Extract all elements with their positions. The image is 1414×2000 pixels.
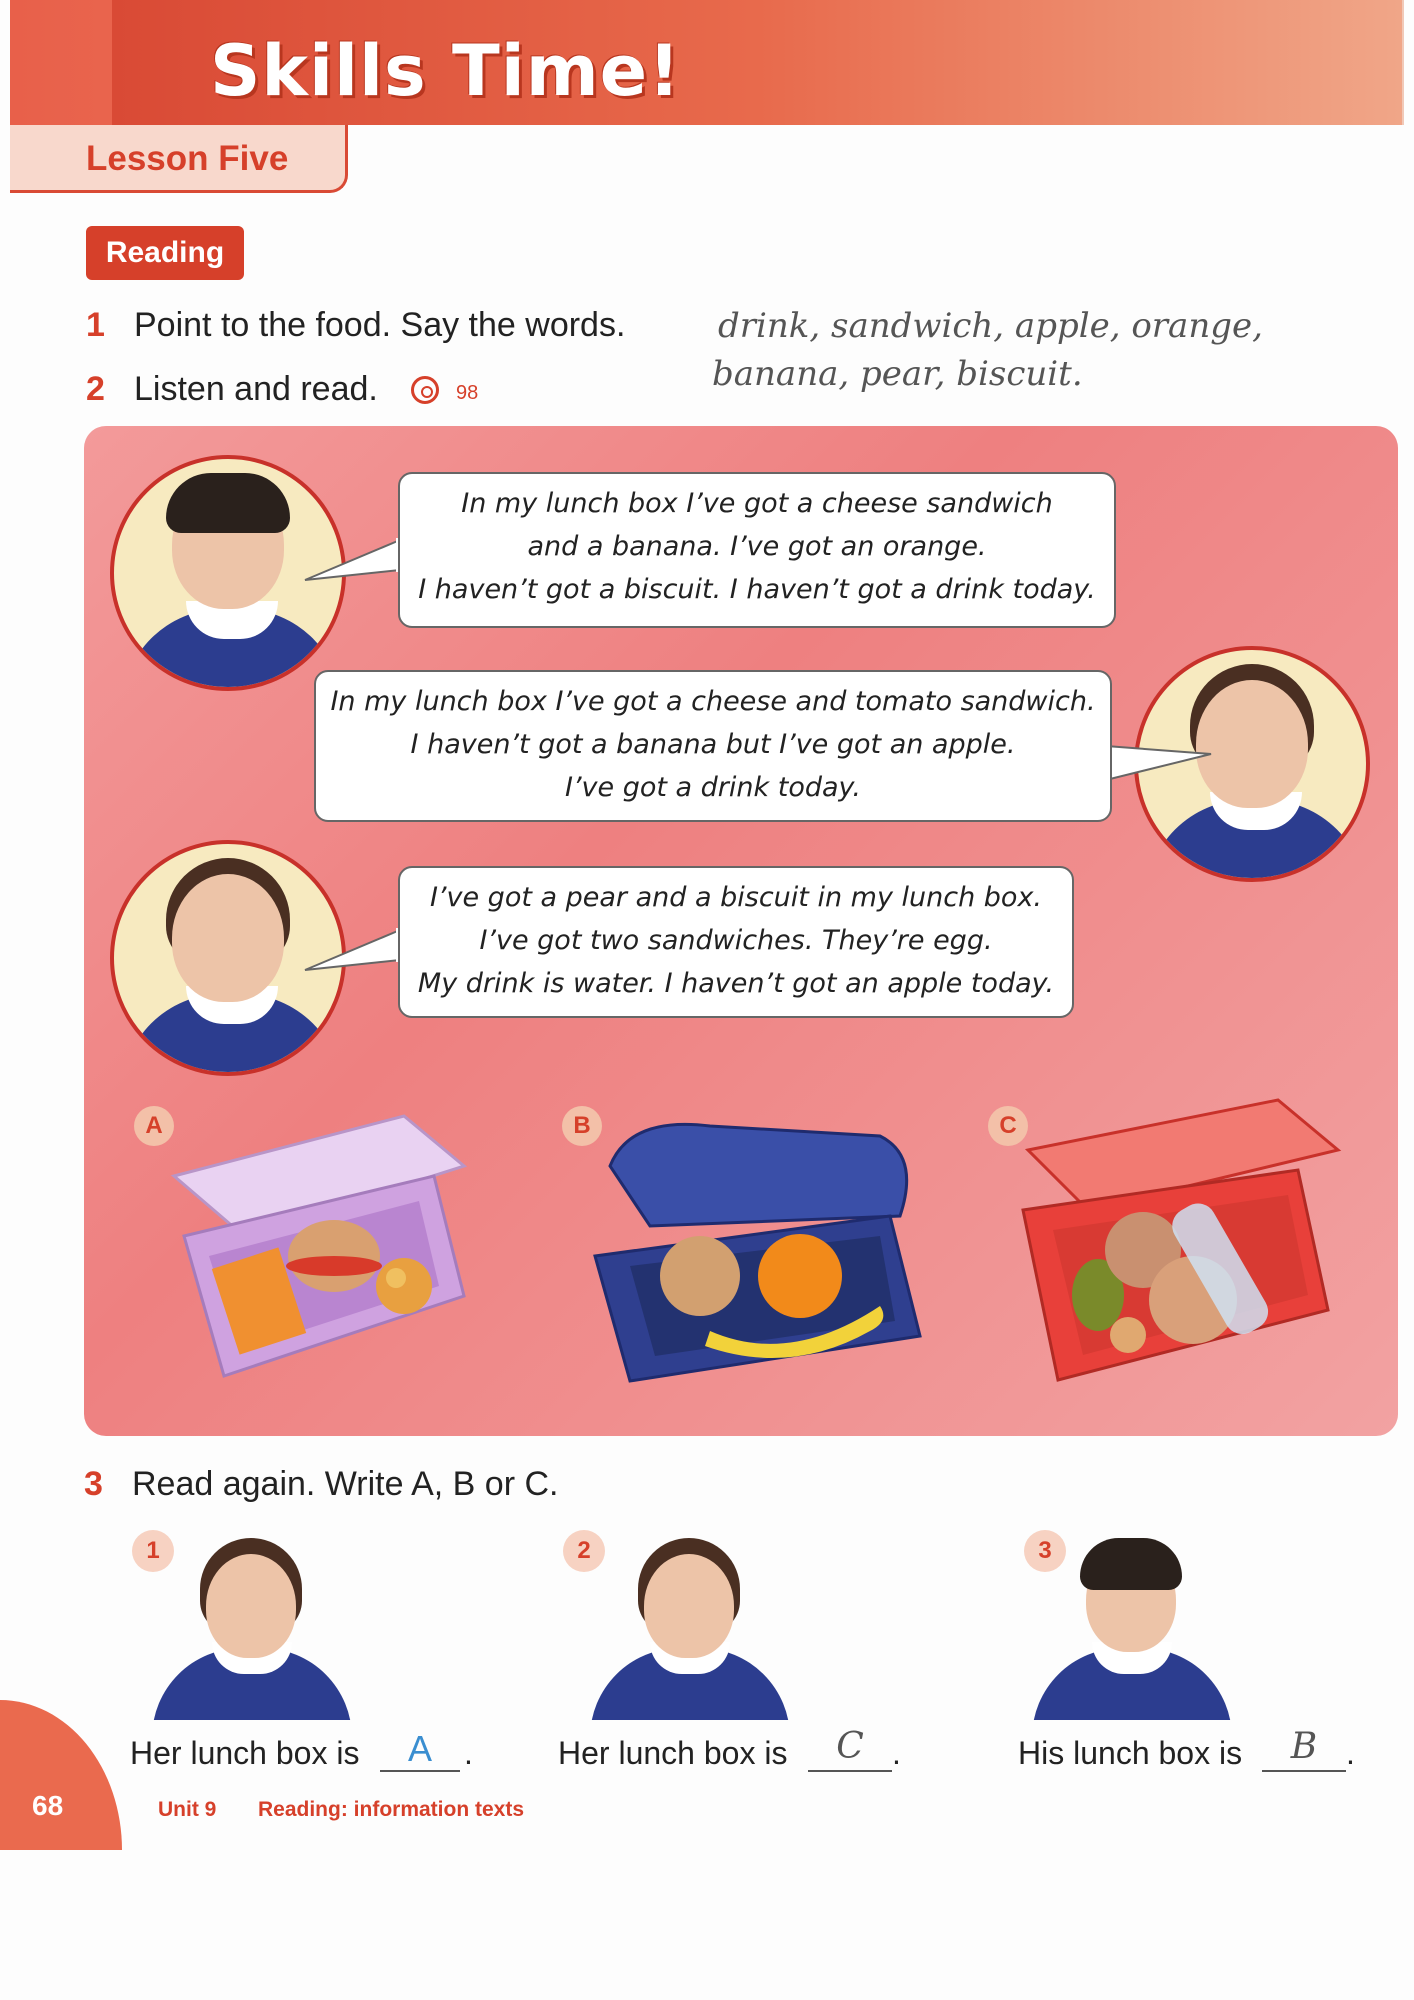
answer-2-blank[interactable] bbox=[808, 1770, 892, 1772]
bubble-2-line: I haven’t got a banana but I’ve got an apple. bbox=[410, 729, 1016, 760]
lunch-box-b-image bbox=[590, 1106, 930, 1386]
hair bbox=[166, 473, 290, 533]
exercise-2-number: 2 bbox=[86, 370, 105, 408]
exercise-2-instruction: Listen and read. bbox=[134, 370, 378, 408]
kid-photo-3 bbox=[1032, 1530, 1232, 1720]
lesson-label: Lesson Five bbox=[86, 139, 289, 178]
bubble-tail-2 bbox=[1096, 740, 1216, 810]
answer-3-sentence: His lunch box is bbox=[1018, 1735, 1243, 1771]
answer-1-number: 1 bbox=[132, 1530, 174, 1572]
reading-badge: Reading bbox=[86, 226, 244, 280]
exercise-3-instruction: Read again. Write A, B or C. bbox=[132, 1465, 559, 1503]
exercise-1-number: 1 bbox=[86, 306, 105, 344]
kid-photo-1 bbox=[152, 1530, 352, 1720]
bubble-tail-3 bbox=[300, 920, 410, 990]
hair bbox=[1080, 1538, 1182, 1590]
lunch-box-c-image bbox=[1018, 1090, 1348, 1390]
lunch-box-label-c: C bbox=[988, 1106, 1028, 1146]
answer-3-period: . bbox=[1346, 1735, 1355, 1771]
face bbox=[644, 1554, 734, 1658]
page-corner bbox=[0, 1700, 122, 1850]
answer-1-blank[interactable] bbox=[380, 1770, 460, 1772]
handwritten-note-line-2: banana, pear, biscuit. bbox=[712, 354, 1083, 394]
footer-topic: Reading: information texts bbox=[258, 1798, 525, 1821]
speech-bubble-1 bbox=[398, 472, 1116, 628]
lunch-box-a-image bbox=[164, 1106, 484, 1386]
answer-2-number: 2 bbox=[563, 1530, 605, 1572]
bubble-1-line: I haven’t got a biscuit. I haven’t got a drink today. bbox=[418, 574, 1096, 605]
answer-3-text: B bbox=[1290, 1726, 1318, 1767]
answer-1-period: . bbox=[464, 1735, 473, 1771]
lunch-box-label-b: B bbox=[562, 1106, 602, 1146]
audio-track-number: 98 bbox=[456, 382, 479, 404]
lunch-box-label-a: A bbox=[134, 1106, 174, 1146]
face bbox=[172, 874, 284, 1002]
audio-cd-icon[interactable] bbox=[411, 376, 439, 404]
bubble-1-line: In my lunch box I’ve got a cheese sandwich bbox=[461, 488, 1053, 519]
page-title: Skills Time! bbox=[210, 30, 682, 112]
handwritten-note-line-1: drink, sandwich, apple, orange, bbox=[718, 306, 1263, 346]
footer-unit: Unit 9 bbox=[158, 1798, 217, 1821]
answer-2-period: . bbox=[892, 1735, 901, 1771]
bubble-2-line: I’ve got a drink today. bbox=[565, 772, 861, 803]
bubble-tail-1 bbox=[300, 530, 410, 600]
answer-3-number: 3 bbox=[1024, 1530, 1066, 1572]
speech-bubble-2 bbox=[314, 670, 1112, 822]
answer-3-blank[interactable] bbox=[1262, 1770, 1346, 1772]
speech-bubble-3 bbox=[398, 866, 1074, 1018]
bubble-1-line: and a banana. I’ve got an orange. bbox=[527, 531, 987, 562]
answer-1-text: A bbox=[407, 1728, 432, 1769]
answer-1-sentence: Her lunch box is bbox=[130, 1735, 360, 1771]
answer-2-text: C bbox=[836, 1726, 864, 1767]
bubble-2-line: In my lunch box I’ve got a cheese and tomato sandwich. bbox=[330, 686, 1096, 717]
bubble-3-line: My drink is water. I haven’t got an apple today. bbox=[417, 968, 1055, 999]
answer-2-sentence: Her lunch box is bbox=[558, 1735, 788, 1771]
kid-photo-2 bbox=[590, 1530, 790, 1720]
exercise-3-number: 3 bbox=[84, 1465, 103, 1503]
page-number: 68 bbox=[32, 1790, 64, 1821]
bubble-3-line: I’ve got two sandwiches. They’re egg. bbox=[479, 925, 993, 956]
face bbox=[206, 1554, 296, 1658]
bubble-3-line: I’ve got a pear and a biscuit in my lunch box. bbox=[429, 882, 1043, 913]
exercise-1-instruction: Point to the food. Say the words. bbox=[134, 306, 626, 344]
